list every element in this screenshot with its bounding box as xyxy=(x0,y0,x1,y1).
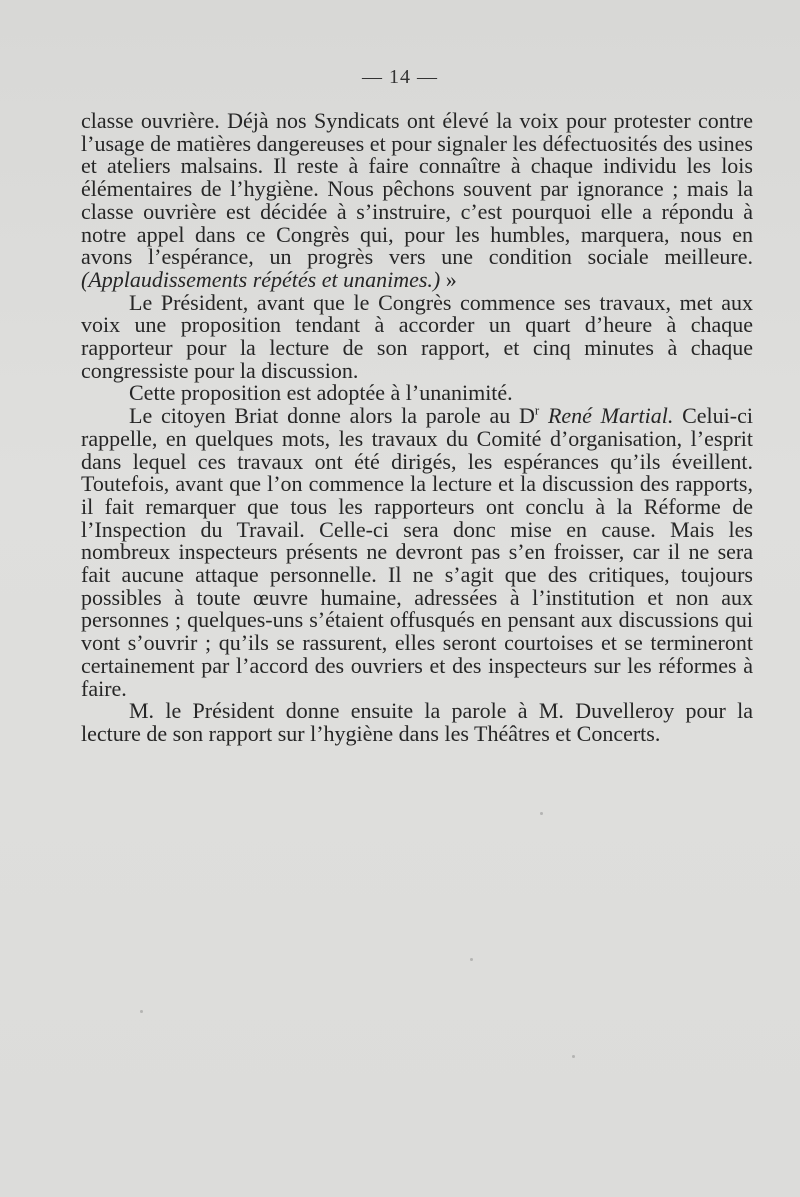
paragraph-4-intro: Le citoyen Briat donne alors la parole au D xyxy=(129,403,535,429)
body-text xyxy=(81,110,753,746)
speaker-name: René Martial. xyxy=(539,403,674,429)
ink-speck xyxy=(572,1055,575,1058)
ink-speck xyxy=(470,958,473,961)
paragraph-1 xyxy=(81,110,753,292)
paragraph-4-text: Celui-ci rappelle, en quelques mots, les travaux du Comité d’organisation, l’esprit dans lequel ces travaux ont été dirigés, les espérances qu’ils éveillent. Toutefois, avant que l’on commence la lecture et la discussion des rapports, il fait remarquer que tous les rapporteurs ont conclu à la Réforme de l’Inspection du Travail. Celle-ci sera donc mise en cause. Mais les nombreux inspecteurs présents ne devront pas s’en froisser, car il ne sera fait aucune attaque personnelle. Il ne s’agit que des critiques, toujours possibles à toute œuvre humaine, adressées à l’institution et non aux personnes ; quelques-uns s’étaient offusqués en pensant aux discussions qui vont s’ouvrir ; qu’ils se rassurent, elles seront courtoises et se termineront certainement par l’accord des ouvriers et des inspecteurs sur les réformes à faire. xyxy=(81,403,753,701)
ink-speck xyxy=(140,1010,143,1013)
doctor-abbrev-sup: r xyxy=(534,402,540,418)
closing-quote: » xyxy=(440,266,457,292)
paragraph-2: Le Président, avant que le Congrès commence ses travaux, met aux voix une proposition tendant à accorder un quart d’heure à chaque rapporteur pour la lecture de son rapport, et cinq minutes à chaque congressiste pour la discussion. xyxy=(81,289,753,383)
paragraph-1-text: classe ouvrière. Déjà nos Syndicats ont élevé la voix pour protester contre l’usage de matières dangereuses et pour signaler les défectuosités des usines et ateliers malsains. Il reste à faire connaître à chaque individu les lois élémentaires de l’hygiène. Nous pêchons souvent par ignorance ; mais la classe ouvrière est décidée à s’instruire, c’est pourquoi elle a répondu à notre appel dans ce Congrès qui, pour les humbles, marquera, nous en avons l’espérance, un progrès vers une condition sociale meilleure. xyxy=(81,108,753,270)
paragraph-5: M. le Président donne ensuite la parole à M. Duvelleroy pour la lecture de son rapport sur l’hygiène dans les Théâtres et Concerts. xyxy=(81,698,753,746)
applause-note: (Applaudissements répétés et unanimes.) xyxy=(81,266,441,292)
paragraph-4 xyxy=(81,402,753,701)
ink-speck xyxy=(540,812,543,815)
page-number: — 14 — xyxy=(362,66,438,88)
paragraph-3: Cette proposition est adoptée à l’unanimité. xyxy=(129,380,513,406)
